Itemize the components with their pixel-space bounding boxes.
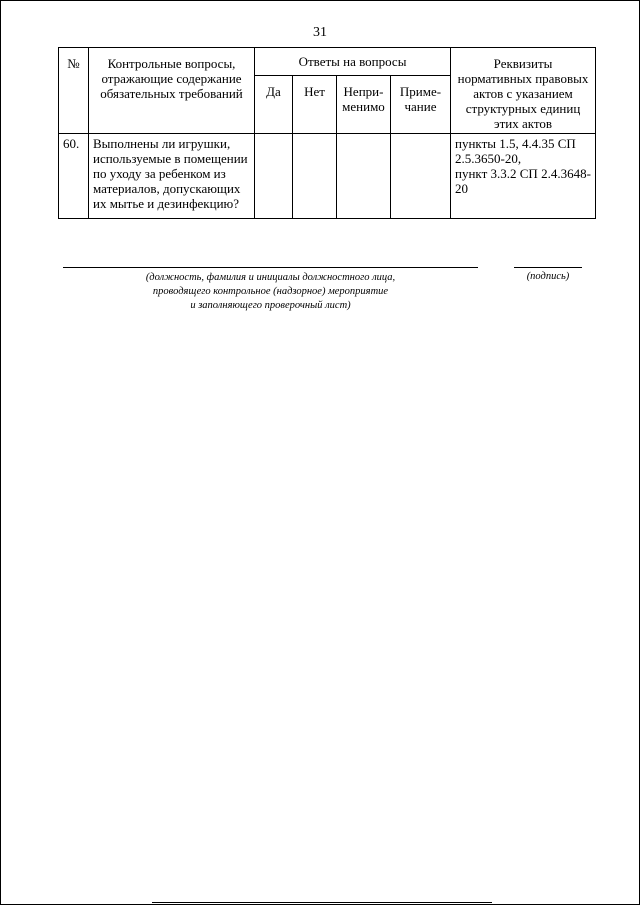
page-number: 31 <box>313 25 327 40</box>
requisites-line: пункты 1.5, 4.4.35 СП 2.5.3650-20, <box>455 136 576 166</box>
answer-yes-cell[interactable] <box>255 134 293 219</box>
header-requisites: Реквизиты нормативных правовых актов с указанием структурных единиц этих актов <box>451 48 596 134</box>
header-answers: Ответы на вопросы <box>255 48 451 76</box>
answer-note-cell[interactable] <box>391 134 451 219</box>
header-answer-yes: Да <box>255 76 293 134</box>
position-caption-line: и заполняющего проверочный лист) <box>190 300 351 311</box>
position-caption-line: (должность, фамилия и инициалы должностного лица, <box>145 272 396 283</box>
header-number: № <box>59 48 89 134</box>
row-requisites <box>451 134 596 219</box>
header-answer-note: Приме-чание <box>391 76 451 134</box>
checklist-table <box>58 47 596 219</box>
header-questions: Контрольные вопросы, отражающие содержание обязательных требований <box>89 48 255 134</box>
requisites-line: пункт 3.3.2 СП 2.4.3648-20 <box>455 166 591 196</box>
table-header-row <box>59 48 596 76</box>
header-answer-no: Нет <box>293 76 337 134</box>
position-caption-line: проводящего контрольное (надзорное) мероприятие <box>152 286 389 297</box>
bottom-rule <box>152 902 492 903</box>
position-signature-line <box>63 267 478 268</box>
signature-caption: (подпись) <box>526 271 570 282</box>
signature-line <box>514 267 582 268</box>
position-caption <box>63 271 478 313</box>
row-number: 60. <box>59 134 89 219</box>
header-answer-na: Непри-менимо <box>337 76 391 134</box>
row-question: Выполнены ли игрушки, используемые в помещении по уходу за ребенком из материалов, допускающих их мытье и дезинфекцию? <box>89 134 255 219</box>
answer-na-cell[interactable] <box>337 134 391 219</box>
answer-no-cell[interactable] <box>293 134 337 219</box>
table-row <box>59 134 596 219</box>
